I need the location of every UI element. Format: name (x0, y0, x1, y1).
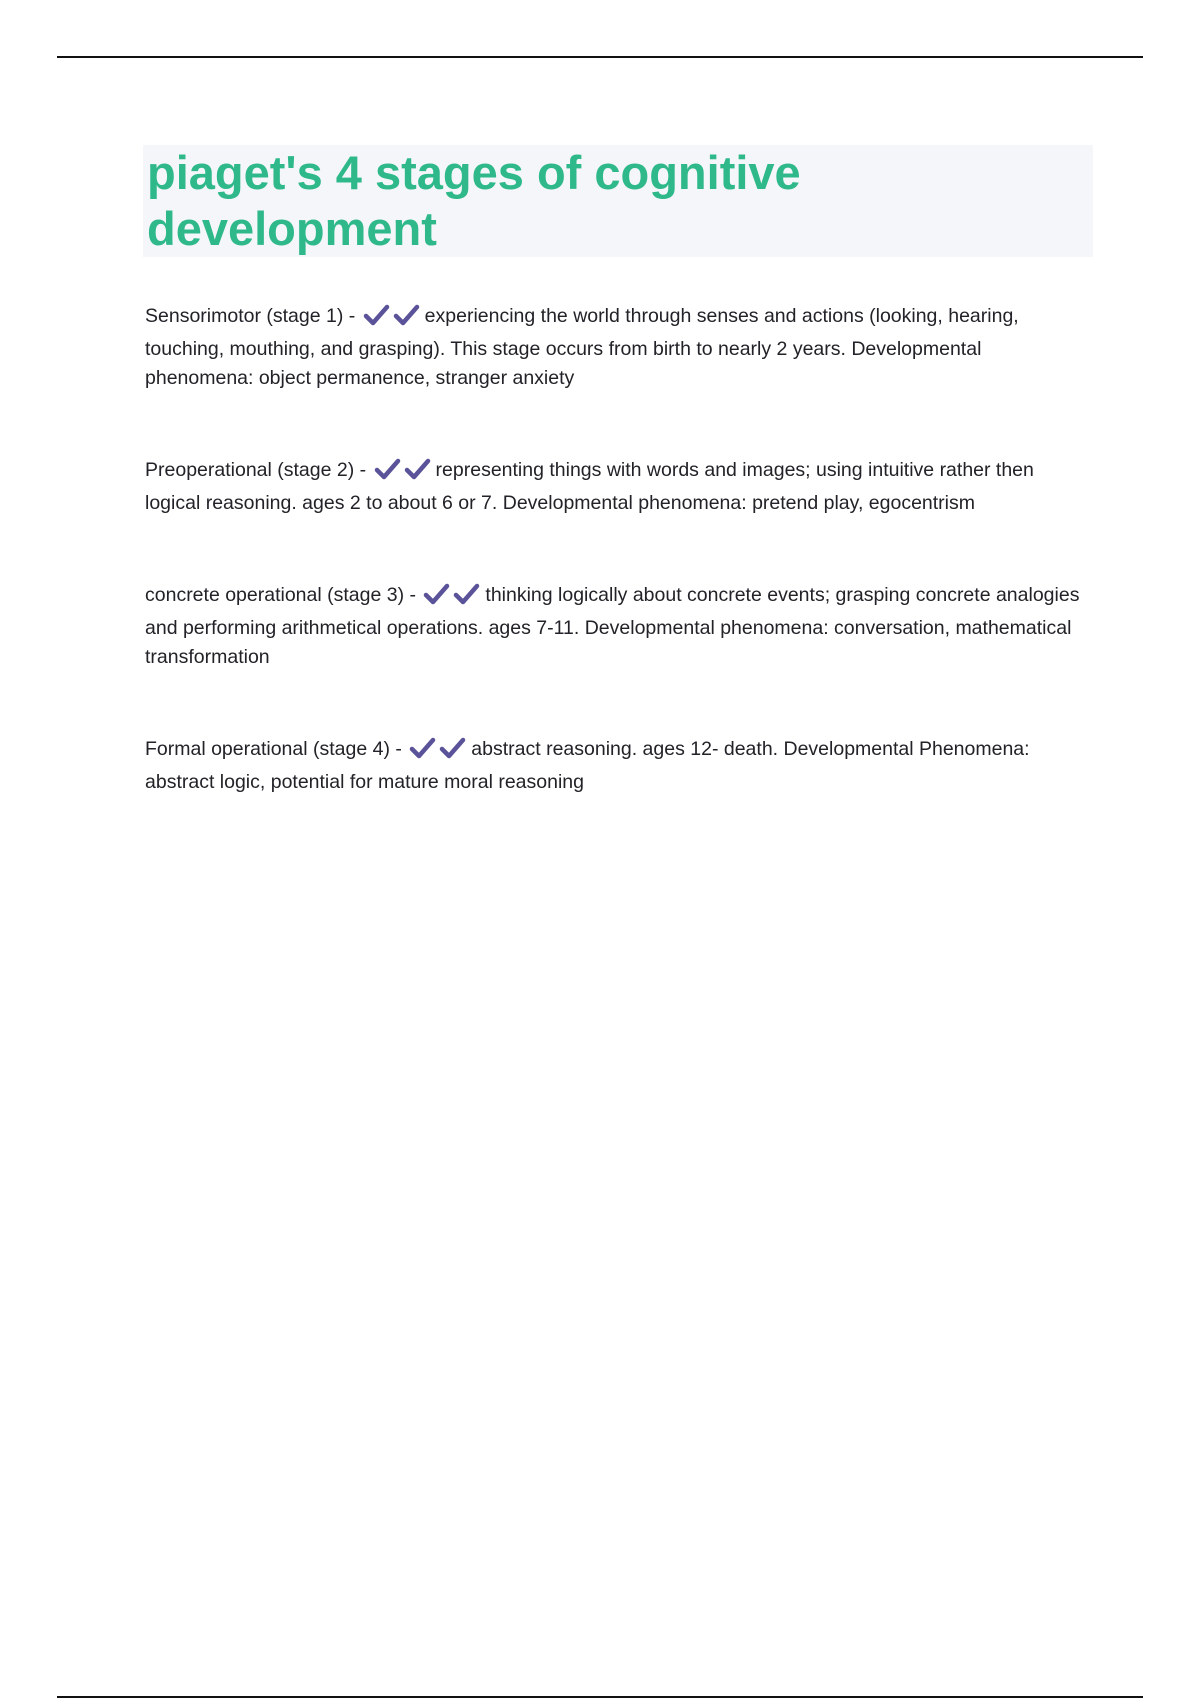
top-rule (57, 56, 1143, 58)
stage-definition: representing things with words and images; using intuitive rather then logical reasoning. ages 2 to about 6 or 7. Developmental phenomena: pretend play, egocentrism (145, 459, 1034, 514)
stage-term: concrete operational (stage 3) - (145, 584, 416, 606)
check-mark-icon (409, 737, 436, 759)
stage-term: Preoperational (stage 2) - (145, 459, 367, 481)
stage-entry-3 (145, 581, 1090, 672)
double-check-icons (409, 737, 469, 768)
stage-term: Formal operational (stage 4) - (145, 738, 402, 760)
bottom-rule (57, 1696, 1143, 1698)
check-mark-icon (439, 737, 466, 759)
check-mark-icon (363, 304, 390, 326)
stage-definition: experiencing the world through senses and actions (looking, hearing, touching, mouthing, and grasping). This stage occurs from birth to nearly 2 years. Developmental phenomena: object permanence, stranger anxiety (145, 305, 1019, 389)
double-check-icons (363, 304, 423, 335)
check-mark-icon (453, 583, 480, 605)
check-mark-icon (374, 458, 401, 480)
stage-definition: abstract reasoning. ages 12- death. Developmental Phenomena: abstract logic, potential for mature moral reasoning (145, 738, 1030, 793)
check-mark-icon (423, 583, 450, 605)
stage-entry-2 (145, 456, 1090, 518)
page-title: piaget's 4 stages of cognitive development (147, 146, 801, 255)
check-mark-icon (404, 458, 431, 480)
stage-definition: thinking logically about concrete events; grasping concrete analogies and performing arithmetical operations. ages 7-11. Developmental phenomena: conversation, mathematical transformation (145, 584, 1080, 668)
stage-entry-4 (145, 735, 1090, 797)
check-mark-icon (393, 304, 420, 326)
double-check-icons (374, 458, 434, 489)
stage-list (145, 302, 1090, 797)
stage-term: Sensorimotor (stage 1) - (145, 305, 356, 327)
double-check-icons (423, 583, 483, 614)
title-banner (143, 145, 1093, 257)
stage-entry-1 (145, 302, 1090, 393)
